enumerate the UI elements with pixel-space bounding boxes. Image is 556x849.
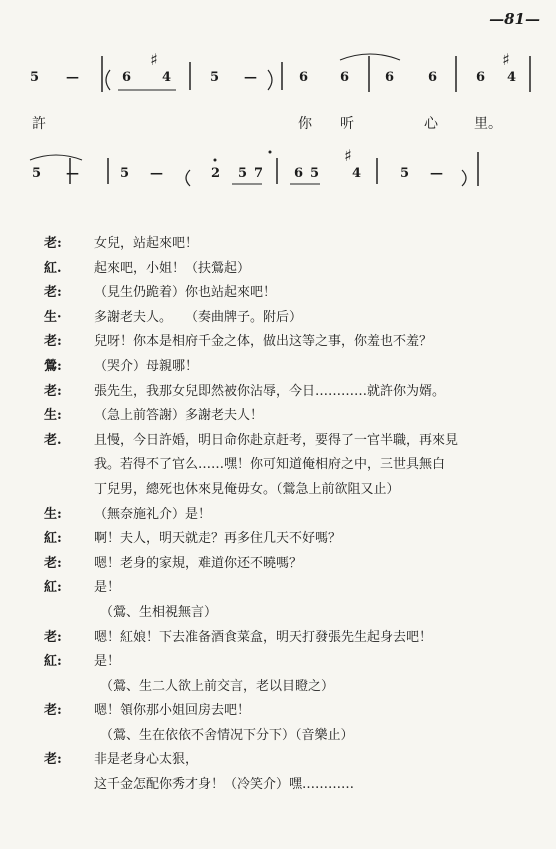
speaker: 老.	[44, 432, 62, 448]
speaker: 生·	[44, 309, 62, 325]
note: 6	[294, 166, 304, 181]
score-lines	[0, 0, 556, 220]
dialogue-line	[0, 503, 556, 528]
line-text: （見生仍跪着）你也站起來吧！	[94, 285, 277, 301]
dialogue-line	[0, 724, 556, 749]
note: 4	[162, 70, 172, 85]
dialogue-line	[0, 699, 556, 724]
line-text: 兒呀！你本是相府千金之体，做出这等之事，你羞也不羞？	[94, 334, 433, 350]
line-text: 嗯！老身的家規，难道你还不曉嗎？	[94, 555, 303, 571]
lyric: 听	[340, 116, 354, 132]
note: 5	[30, 70, 40, 85]
line-text: 这千金怎配你秀才身！（冷笑介）嘿…………	[94, 777, 355, 793]
note: 5	[120, 166, 130, 181]
speaker: 老:	[44, 383, 62, 399]
dialogue-line	[0, 232, 556, 257]
dialogue-line	[0, 576, 556, 601]
note: —	[66, 166, 79, 181]
note: 6	[428, 70, 438, 85]
dialogue-block	[0, 232, 556, 798]
stage-direction: （鶯、生二人欲上前交言，老以目瞪之）	[100, 678, 335, 694]
note: 4	[352, 166, 362, 181]
line-text: （急上前答謝）多謝老夫人！	[94, 408, 264, 424]
speaker: 紅.	[44, 260, 62, 276]
dialogue-line	[0, 601, 556, 626]
sharp-sign: ♯	[502, 50, 510, 69]
line-text: 是！	[94, 580, 121, 596]
lyric: 里。	[474, 116, 502, 132]
dialogue-line	[0, 650, 556, 675]
speaker: 鶯:	[44, 358, 62, 374]
note: 7	[254, 166, 264, 181]
speaker: 老:	[44, 285, 62, 301]
dialogue-line	[0, 773, 556, 798]
lyric: 心	[424, 116, 438, 132]
dialogue-line	[0, 281, 556, 306]
note: 6	[385, 70, 395, 85]
note: 6	[476, 70, 486, 85]
dialogue-line	[0, 552, 556, 577]
line-text: 起來吧，小姐！（扶鶯起）	[94, 260, 251, 276]
dialogue-line	[0, 527, 556, 552]
note: 6	[122, 70, 132, 85]
line-text: （哭介）母親哪！	[94, 358, 199, 374]
dialogue-line	[0, 748, 556, 773]
line-text: 女兒，站起來吧！	[94, 236, 199, 251]
dialogue-line	[0, 380, 556, 405]
note: 5	[310, 166, 320, 181]
note: 6	[299, 70, 309, 85]
line-text: 多謝老夫人。 （奏曲牌子。附后）	[94, 309, 303, 325]
sharp-sign: ♯	[150, 50, 158, 69]
speaker: 老:	[44, 555, 62, 571]
music-score	[0, 0, 556, 220]
dialogue-line	[0, 626, 556, 651]
dialogue-line	[0, 330, 556, 355]
speaker: 老:	[44, 629, 62, 645]
line-text: 嗯！領你那小姐回房去吧！	[94, 703, 251, 719]
lyric: 許	[32, 116, 46, 132]
speaker: 紅:	[44, 654, 62, 670]
dialogue-line	[0, 355, 556, 380]
note: 5	[238, 166, 248, 181]
sharp-sign: ♯	[344, 146, 352, 165]
lyric: 你	[298, 116, 312, 132]
note: 5	[400, 166, 410, 181]
speaker: 生:	[44, 506, 62, 522]
line-text: 且慢，今日許婚，明日命你赴京赶考，要得了一官半職，再來見	[94, 432, 459, 448]
note: —	[66, 70, 79, 85]
note: —	[244, 70, 257, 85]
note: 4	[507, 70, 517, 85]
line-text: 是！	[94, 654, 121, 670]
speaker: 老:	[44, 752, 62, 768]
line-text: 啊！夫人，明天就走？再多住几天不好嗎？	[94, 531, 342, 547]
speaker: 老:	[44, 334, 62, 350]
speaker: 紅:	[44, 580, 62, 596]
line-text: 丁兒男，總死也休來見俺毋女。（鶯急上前欲阻又止）	[94, 481, 400, 497]
stage-direction: （鶯、生相視無言）	[100, 604, 218, 620]
dialogue-line	[0, 478, 556, 503]
dialogue-line	[0, 675, 556, 700]
dialogue-line	[0, 257, 556, 282]
speaker: 老:	[44, 236, 62, 251]
note: 5	[210, 70, 220, 85]
page-number: —81—	[489, 10, 540, 28]
note: 6	[340, 70, 350, 85]
note: —	[430, 166, 443, 181]
dialogue-line	[0, 404, 556, 429]
speaker: 老:	[44, 703, 62, 719]
line-text: （無奈施礼介）是！	[94, 506, 212, 522]
line-text: 嗯！紅娘！下去准备酒食菜盒，明天打發張先生起身去吧！	[94, 629, 433, 645]
note: 2	[211, 166, 221, 181]
line-text: 我。若得不了官么……嘿！你可知道俺相府之中，三世具無白	[94, 457, 446, 473]
dialogue-line	[0, 306, 556, 331]
stage-direction: （鶯、生在依依不舍情况下分下）（音樂止）	[100, 727, 354, 743]
dialogue-line	[0, 453, 556, 478]
line-text: 非是老身心太狠，	[94, 752, 199, 768]
speaker: 紅:	[44, 531, 62, 547]
note: —	[150, 166, 163, 181]
dialogue-line	[0, 429, 556, 454]
speaker: 生:	[44, 408, 62, 424]
note: 5	[32, 166, 42, 181]
line-text: 張先生，我那女兒即然被你沾辱，今日…………就許你为婿。	[94, 383, 446, 399]
